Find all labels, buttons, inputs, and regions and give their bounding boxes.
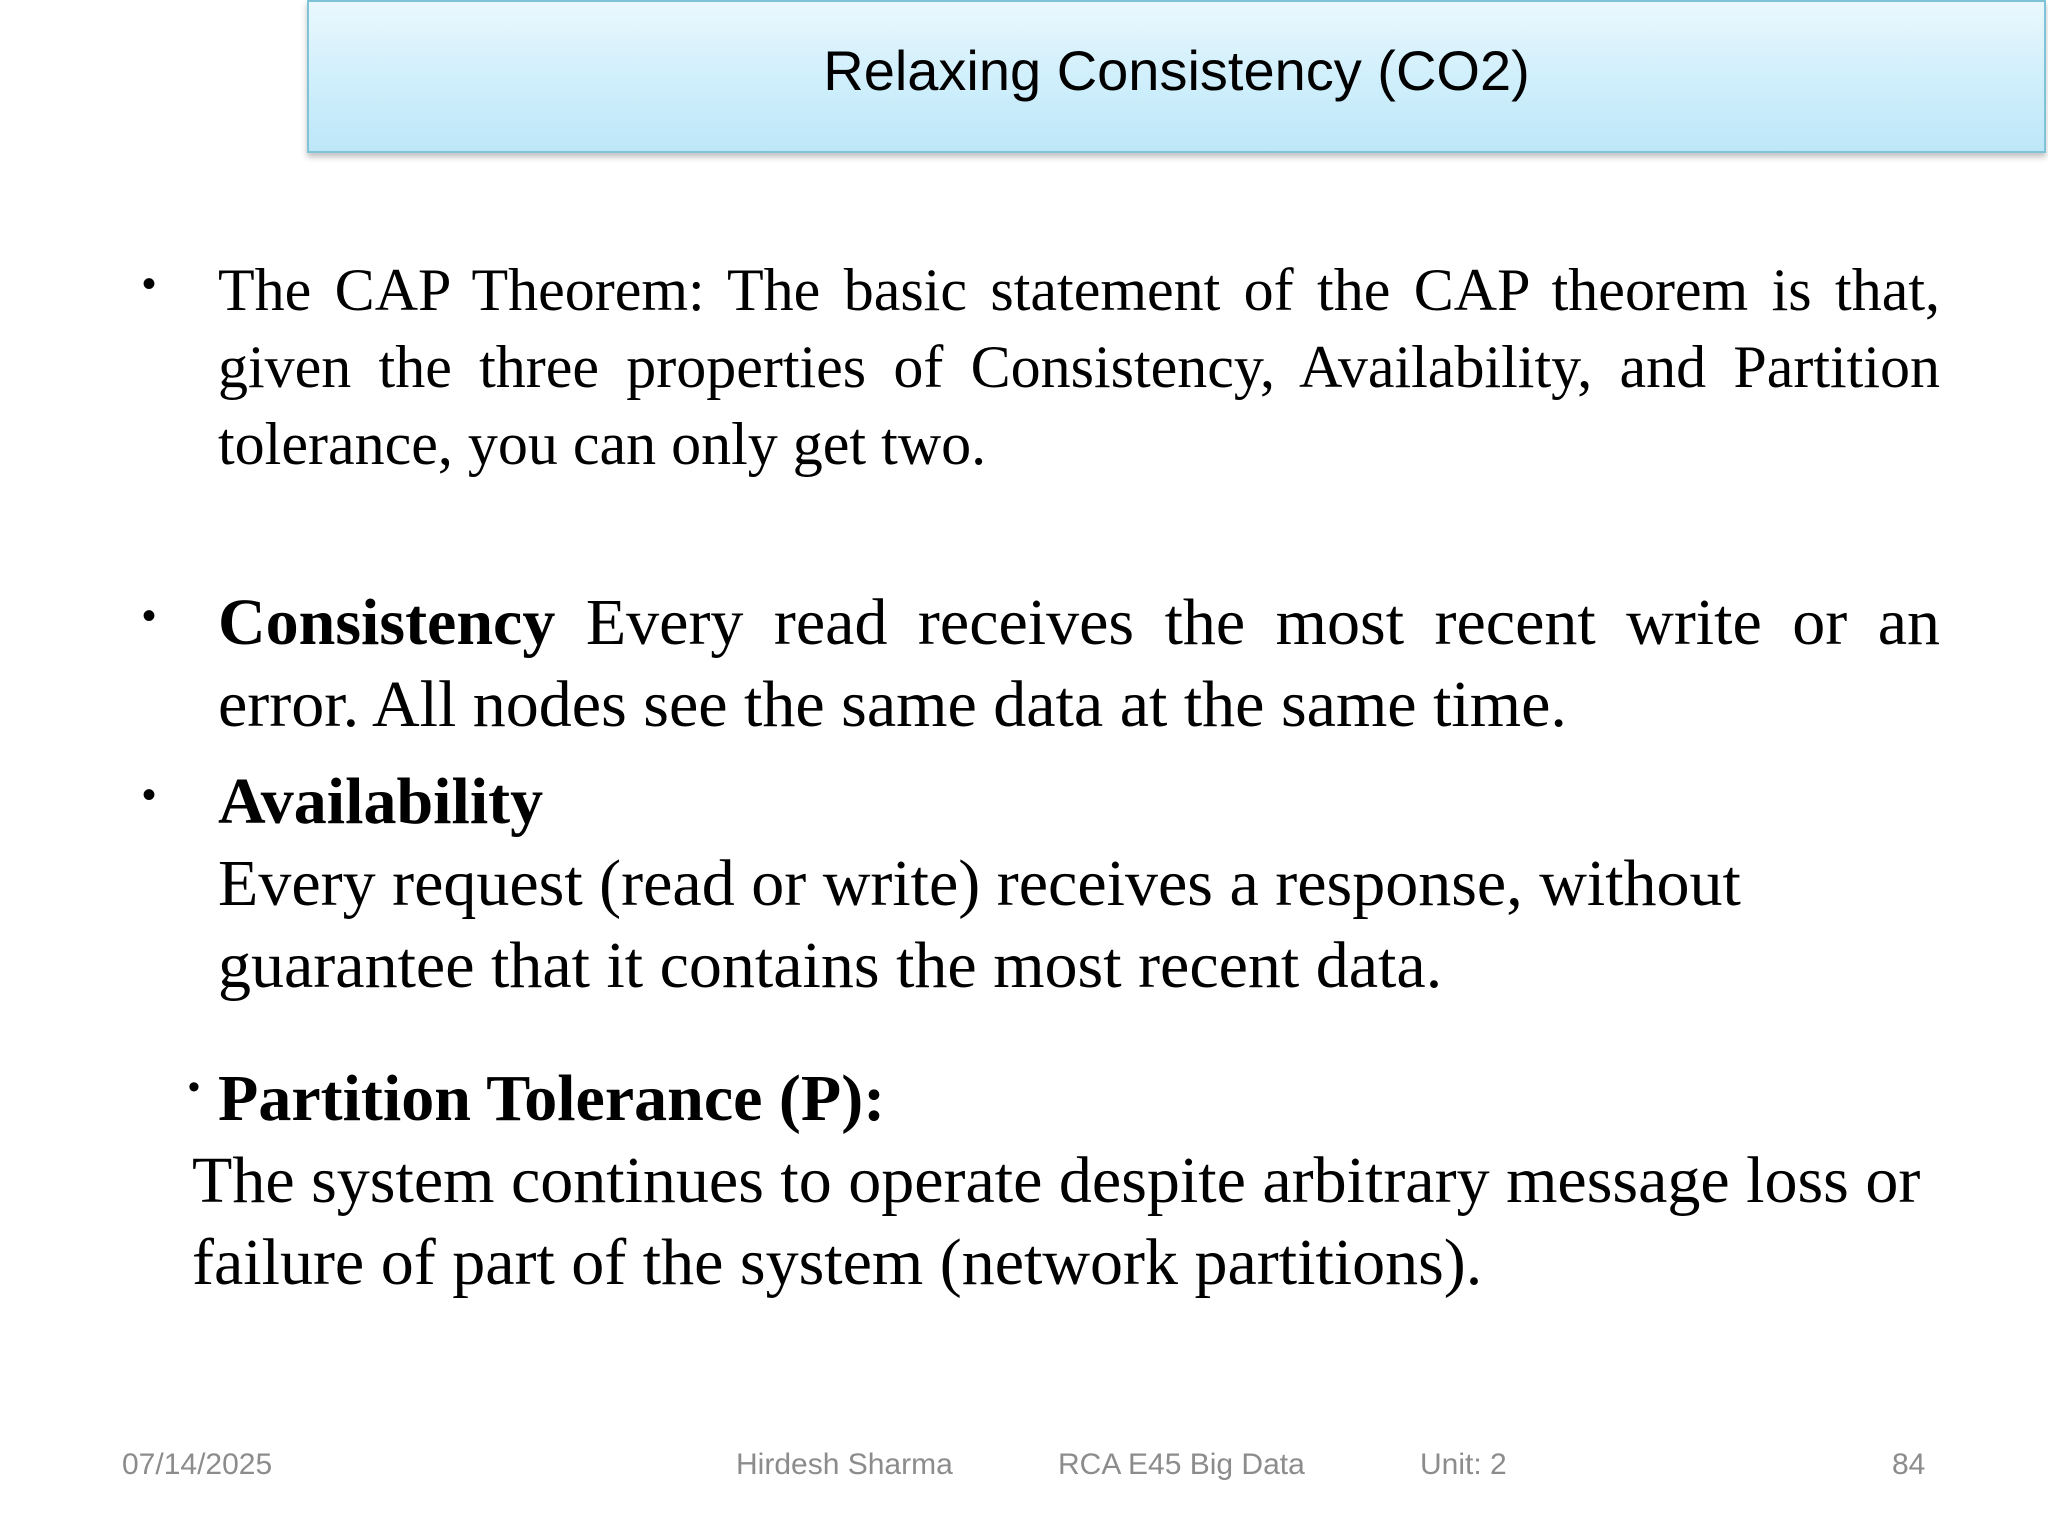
bullet-dot-icon: • bbox=[188, 1068, 200, 1106]
availability-term: Availability bbox=[218, 765, 544, 838]
footer-page-number: 84 bbox=[1892, 1448, 1926, 1481]
bullet-cap-theorem bbox=[218, 252, 1940, 483]
cap-theorem-text: The CAP Theorem: The basic statement of the CAP theorem is that, given the three properties of Consistency, Availability, and Partition tolerance, you can only get two. bbox=[218, 257, 1940, 477]
footer-course: RCA E45 Big Data bbox=[1058, 1448, 1305, 1481]
title-box bbox=[307, 0, 2046, 153]
consistency-term: Consistency bbox=[218, 586, 556, 659]
consistency-text: Every read receives the most recent write or an error. All nodes see the same data at the same time. bbox=[218, 586, 1940, 741]
slide-title: Relaxing Consistency (CO2) bbox=[823, 39, 1530, 102]
bullet-dot-icon: • bbox=[142, 594, 157, 638]
partition-term: Partition Tolerance (P): bbox=[218, 1062, 886, 1135]
bullet-partition-tolerance bbox=[192, 1058, 1952, 1304]
availability-text: Every request (read or write) receives a response, without guarantee that it contains the most recent data. bbox=[218, 847, 1741, 1002]
footer-date: 07/14/2025 bbox=[122, 1448, 273, 1481]
bullet-dot-icon: • bbox=[142, 262, 157, 306]
partition-text: The system continues to operate despite arbitrary message loss or failure of part of the system (network partitions). bbox=[192, 1144, 1921, 1299]
bullet-dot-icon: • bbox=[142, 773, 157, 817]
bullet-availability bbox=[218, 761, 1940, 1007]
footer-author: Hirdesh Sharma bbox=[736, 1448, 953, 1481]
bullet-consistency bbox=[218, 582, 1940, 746]
footer-unit: Unit: 2 bbox=[1420, 1448, 1507, 1481]
